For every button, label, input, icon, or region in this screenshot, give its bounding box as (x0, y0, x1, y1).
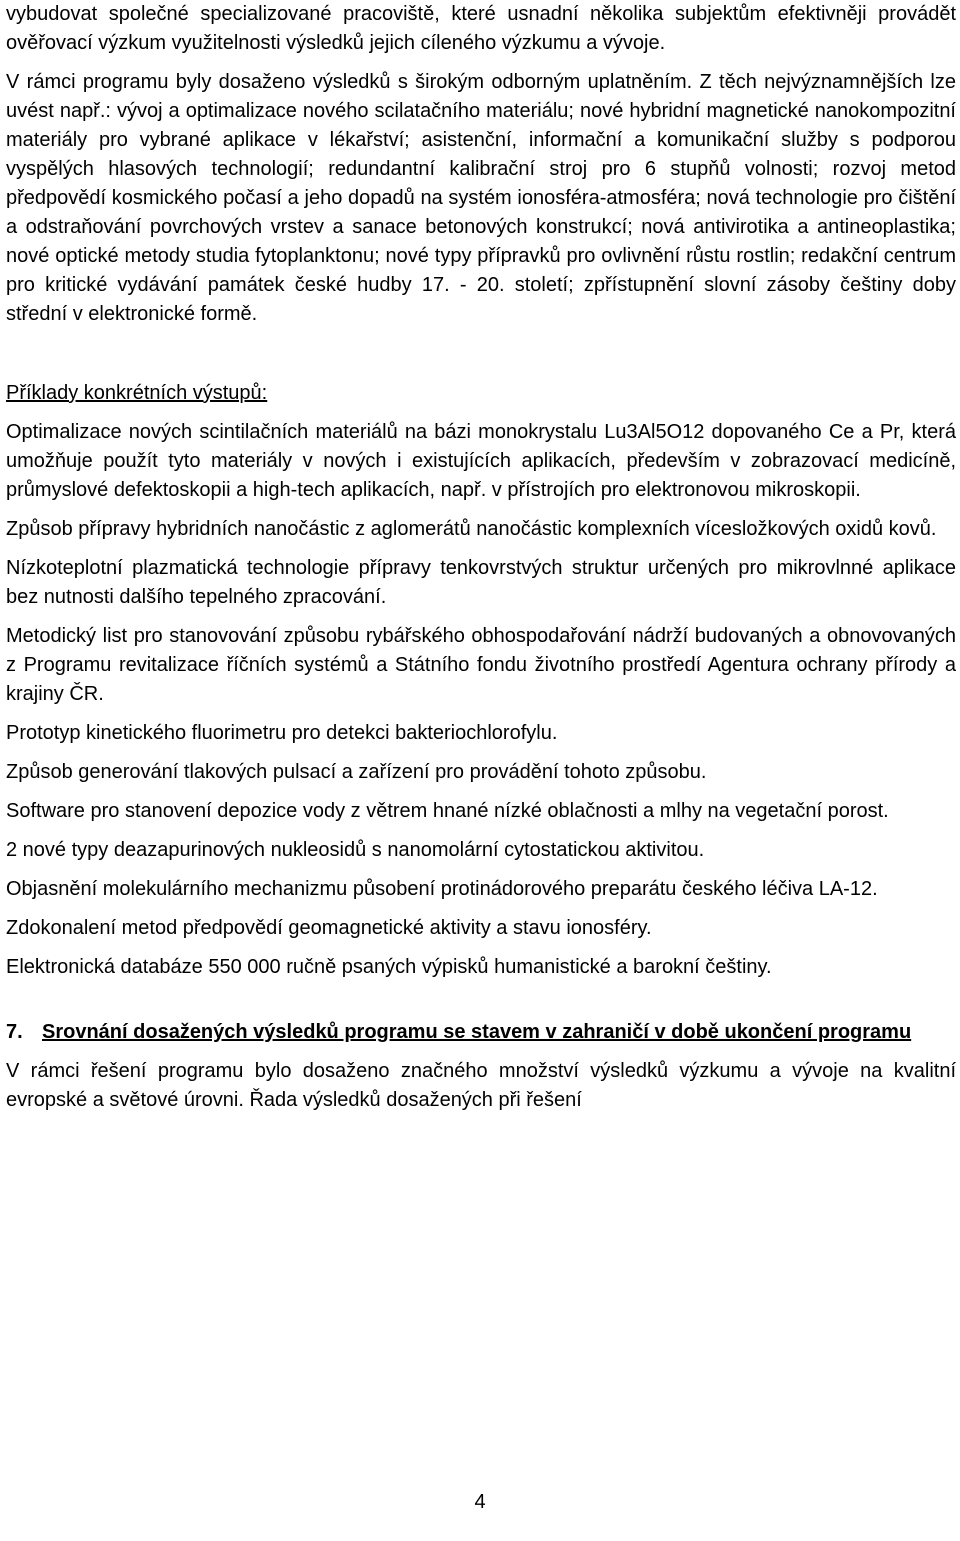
example-item: Objasnění molekulárního mechanizmu působení protinádorového preparátu českého léčiva LA-12. (6, 878, 878, 900)
example-item: 2 nové typy deazapurinových nukleosidů s nanomolární cytostatickou aktivitou. (6, 839, 705, 861)
example-item: Software pro stanovení depozice vody z větrem hnané nízké oblačnosti a mlhy na vegetační porost. (6, 800, 889, 822)
section-title: Srovnání dosažených výsledků programu se stavem v zahraničí v době ukončení programu (42, 1021, 912, 1043)
example-item: Metodický list pro stanovování způsobu rybářského obhospodařování nádrží budovaných a obnovovaných z Programu revitalizace říčních systémů a Státního fondu životního prostředí Agentura ochrany přírody a krajiny ČR. (6, 625, 956, 705)
section-7-heading (6, 1018, 956, 1047)
examples-list (6, 418, 956, 982)
example-item: Nízkoteplotní plazmatická technologie přípravy tenkovrstvých struktur určených pro mikrovlnné aplikace bez nutnosti dalšího tepelného zpracování. (6, 557, 956, 608)
section-number: 7. (6, 1021, 23, 1043)
results-paragraph: V rámci programu byly dosaženo výsledků s širokým odborným uplatněním. Z těch nejvýznamnějších lze uvést např.: vývoj a optimalizace nového scilatačního materiálu; nové hybridní magnetické nanokompozitní materiály pro vybrané aplikace v lékařství; asistenční, informační a komunikační služby s podporou vyspělých hlasových technologií; redundantní kalibrační stroj pro 6 stupňů volnosti; rozvoj metod předpovědí kosmického počasí a jeho dopadů na systém ionosféra-atmosféra; nová technologie pro čištění a odstraňování povrchových vrstev a sanace betonových konstrukcí; nová antivirotika a antineoplastika; nové optické metody studia fytoplanktonu; nové typy přípravků pro ovlivnění růstu rostlin; redakční centrum pro kritické vydávání památek české hudby 17. - 20. století; zpřístupnění slovní zásoby češtiny doby střední v elektronické formě. (6, 71, 956, 325)
page-number: 4 (474, 1491, 486, 1513)
examples-heading: Příklady konkrétních výstupů: (6, 382, 268, 404)
intro-bullet-text: vybudovat společné specializované pracoviště, které usnadní několika subjektům efektivněji provádět ověřovací výzkum využitelnosti výsledků jejich cíleného výzkumu a vývoje. (6, 3, 956, 54)
example-item: Optimalizace nových scintilačních materiálů na bázi monokrystalu Lu3Al5O12 dopovaného Ce a Pr, která umožňuje použít tyto materiály v nových i existujících aplikacích, především v zobrazovací medicíně, průmyslové defektoskopii a high-tech aplikacích, např. v přístrojích pro elektronovou mikroskopii. (6, 421, 956, 501)
document-page (6, 0, 956, 1115)
intro-bullet (6, 0, 956, 58)
example-item: Způsob přípravy hybridních nanočástic z aglomerátů nanočástic komplexních vícesložkových oxidů kovů. (6, 518, 937, 540)
example-item: Prototyp kinetického fluorimetru pro detekci bakteriochlorofylu. (6, 722, 558, 744)
example-item: Elektronická databáze 550 000 ručně psaných výpisků humanistické a barokní češtiny. (6, 956, 772, 978)
section-7-paragraph: V rámci řešení programu bylo dosaženo značného množství výsledků výzkumu a vývoje na kvalitní evropské a světové úrovni. Řada výsledků dosažených při řešení (6, 1060, 956, 1111)
example-item: Způsob generování tlakových pulsací a zařízení pro provádění tohoto způsobu. (6, 761, 707, 783)
example-item: Zdokonalení metod předpovědí geomagnetické aktivity a stavu ionosféry. (6, 917, 652, 939)
